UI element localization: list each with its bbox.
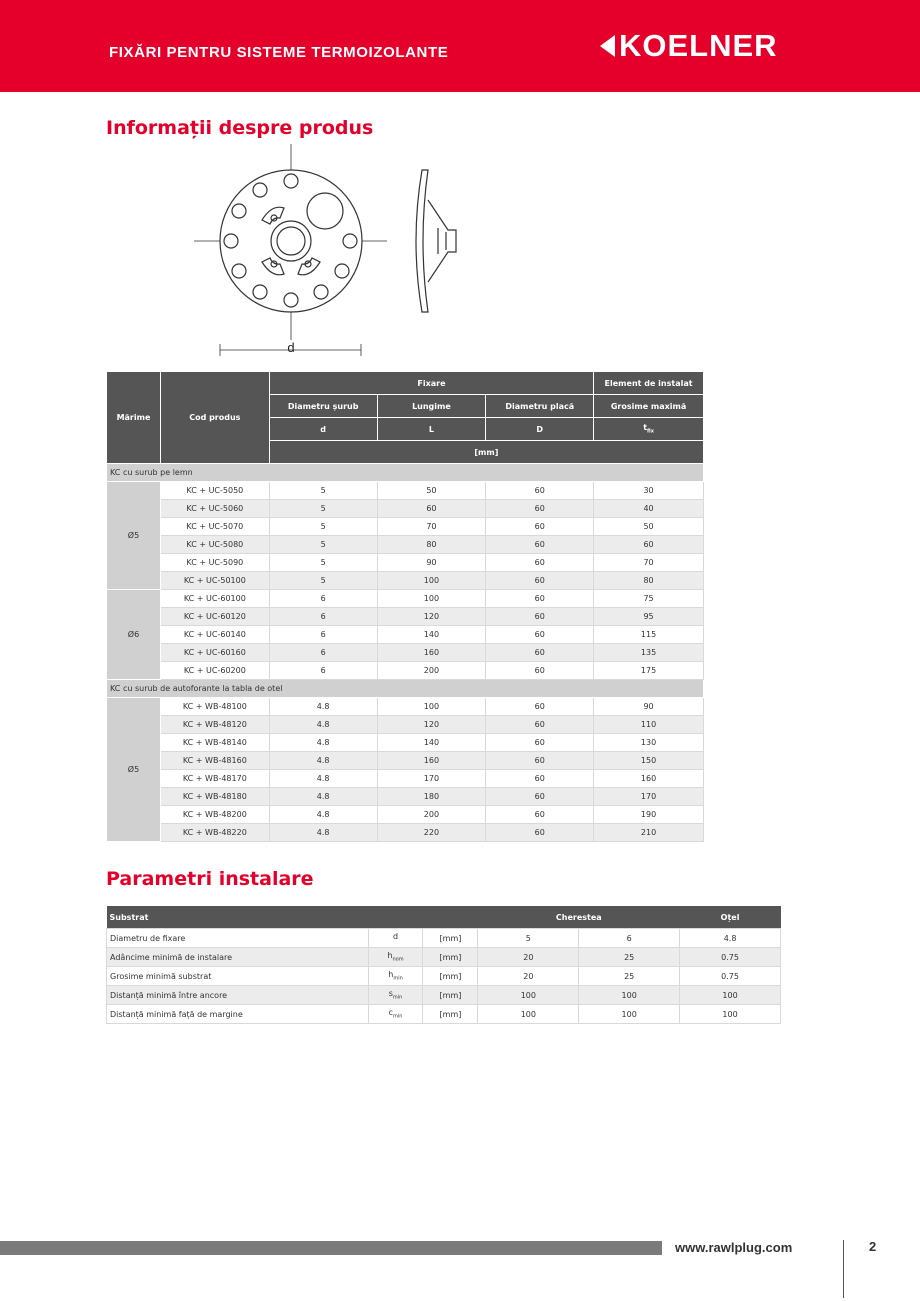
param-symbol: $h_{nom}$ (368, 948, 423, 967)
param-unit: [mm] (423, 986, 478, 1005)
header-size: Mărime (107, 372, 161, 464)
logo-text: KOELNER (619, 28, 778, 63)
product-code: KC + UC-5060 (160, 500, 269, 518)
length: 100 (377, 698, 486, 716)
max-thickness: 30 (594, 482, 704, 500)
param-label: Distanță minimă între ancore (107, 986, 369, 1005)
header-plate-diameter: Diametru placă (486, 395, 594, 418)
product-code: KC + UC-5080 (160, 536, 269, 554)
product-code: KC + UC-60140 (160, 626, 269, 644)
max-thickness: 95 (594, 608, 704, 626)
koelner-logo (600, 28, 778, 64)
group-row (107, 464, 704, 482)
plate-diameter: 60 (486, 752, 594, 770)
screw-diameter: 4.8 (269, 698, 377, 716)
table-row (107, 824, 704, 842)
screw-diameter: 4.8 (269, 824, 377, 842)
table-row (107, 590, 704, 608)
max-thickness: 90 (594, 698, 704, 716)
table-row (107, 770, 704, 788)
screw-diameter: 5 (269, 536, 377, 554)
table-row (107, 500, 704, 518)
footer-bar (0, 1241, 662, 1255)
max-thickness: 40 (594, 500, 704, 518)
product-code: KC + WB-48220 (160, 824, 269, 842)
screw-diameter: 4.8 (269, 752, 377, 770)
length: 180 (377, 788, 486, 806)
product-code: KC + UC-60120 (160, 608, 269, 626)
page-header (0, 0, 920, 92)
product-code: KC + UC-5050 (160, 482, 269, 500)
plate-diameter: 60 (486, 482, 594, 500)
length: 50 (377, 482, 486, 500)
table-row (107, 482, 704, 500)
timber-value-1: 100 (478, 1005, 579, 1024)
logo-arrow-icon (600, 35, 615, 57)
plate-diameter: 60 (486, 608, 594, 626)
steel-value: 4.8 (680, 929, 781, 948)
symbol-d: d (269, 418, 377, 441)
max-thickness: 150 (594, 752, 704, 770)
param-label: Distanță minimă față de margine (107, 1005, 369, 1024)
header-code: Cod produs (160, 372, 269, 464)
length: 120 (377, 716, 486, 734)
product-code: KC + UC-5070 (160, 518, 269, 536)
param-symbol: $s_{min}$ (368, 986, 423, 1005)
header-length: Lungime (377, 395, 486, 418)
screw-diameter: 4.8 (269, 806, 377, 824)
length: 160 (377, 752, 486, 770)
plate-diameter: 60 (486, 788, 594, 806)
timber-value-1: 5 (478, 929, 579, 948)
length: 160 (377, 644, 486, 662)
length: 120 (377, 608, 486, 626)
max-thickness: 70 (594, 554, 704, 572)
table-row (107, 698, 704, 716)
plate-diameter: 60 (486, 500, 594, 518)
header-substrate: Substrat (107, 906, 478, 929)
product-code: KC + WB-48180 (160, 788, 269, 806)
length: 220 (377, 824, 486, 842)
product-code: KC + WB-48140 (160, 734, 269, 752)
timber-value-1: 20 (478, 967, 579, 986)
table-row (107, 716, 704, 734)
header-timber: Cherestea (478, 906, 680, 929)
table-row (107, 572, 704, 590)
steel-value: 100 (680, 1005, 781, 1024)
param-symbol: $h_{min}$ (368, 967, 423, 986)
product-drawing (190, 140, 490, 360)
table-row (107, 1005, 781, 1024)
timber-value-2: 6 (579, 929, 680, 948)
max-thickness: 50 (594, 518, 704, 536)
timber-value-1: 100 (478, 986, 579, 1005)
header-max-thickness: Grosime maximă (594, 395, 704, 418)
param-unit: [mm] (423, 929, 478, 948)
table-row (107, 644, 704, 662)
screw-diameter: 6 (269, 590, 377, 608)
product-code: KC + WB-48100 (160, 698, 269, 716)
max-thickness: 175 (594, 662, 704, 680)
length: 100 (377, 572, 486, 590)
product-code: KC + WB-48200 (160, 806, 269, 824)
plate-diameter: 60 (486, 590, 594, 608)
length: 90 (377, 554, 486, 572)
length: 60 (377, 500, 486, 518)
table-row (107, 626, 704, 644)
max-thickness: 60 (594, 536, 704, 554)
symbol-D: D (486, 418, 594, 441)
installation-params-table (106, 906, 781, 1024)
length: 70 (377, 518, 486, 536)
timber-value-2: 100 (579, 1005, 680, 1024)
screw-diameter: 5 (269, 482, 377, 500)
param-label: Grosime minimă substrat (107, 967, 369, 986)
group-steel-screw: KC cu surub de autoforante la tabla de otel (107, 680, 704, 698)
max-thickness: 130 (594, 734, 704, 752)
screw-diameter: 4.8 (269, 770, 377, 788)
header-element: Element de instalat (594, 372, 704, 395)
screw-diameter: 6 (269, 662, 377, 680)
footer-divider (843, 1240, 844, 1298)
timber-value-2: 25 (579, 967, 680, 986)
section-title-installation-params: Parametri instalare (106, 868, 314, 890)
table-row (107, 752, 704, 770)
max-thickness: 80 (594, 572, 704, 590)
plate-diameter: 60 (486, 716, 594, 734)
table-row (107, 734, 704, 752)
product-table (106, 371, 704, 842)
screw-diameter: 4.8 (269, 716, 377, 734)
product-code: KC + UC-60160 (160, 644, 269, 662)
table-row (107, 788, 704, 806)
table-row (107, 662, 704, 680)
table-row (107, 806, 704, 824)
max-thickness: 75 (594, 590, 704, 608)
timber-value-2: 100 (579, 986, 680, 1005)
steel-value: 0.75 (680, 948, 781, 967)
timber-value-2: 25 (579, 948, 680, 967)
section-title-product-info: Informații despre produs (106, 117, 374, 139)
product-code: KC + UC-5090 (160, 554, 269, 572)
plate-diameter: 60 (486, 626, 594, 644)
param-unit: [mm] (423, 1005, 478, 1024)
length: 200 (377, 662, 486, 680)
group-row (107, 680, 704, 698)
max-thickness: 110 (594, 716, 704, 734)
product-code: KC + WB-48120 (160, 716, 269, 734)
max-thickness: 170 (594, 788, 704, 806)
table-row (107, 608, 704, 626)
product-code: KC + WB-48160 (160, 752, 269, 770)
table-row (107, 967, 781, 986)
param-unit: [mm] (423, 967, 478, 986)
header-screw-diameter: Diametru șurub (269, 395, 377, 418)
plate-diameter: 60 (486, 554, 594, 572)
max-thickness: 160 (594, 770, 704, 788)
plate-diameter: 60 (486, 644, 594, 662)
param-label: Diametru de fixare (107, 929, 369, 948)
length: 170 (377, 770, 486, 788)
screw-diameter: 6 (269, 608, 377, 626)
symbol-t: $t_{fix}$ (594, 418, 704, 441)
size-cell: Ø5 (107, 482, 161, 590)
screw-diameter: 6 (269, 626, 377, 644)
screw-diameter: 5 (269, 572, 377, 590)
max-thickness: 135 (594, 644, 704, 662)
plate-diameter: 60 (486, 518, 594, 536)
unit-mm: [mm] (269, 441, 703, 464)
product-code: KC + WB-48170 (160, 770, 269, 788)
plate-diameter: 60 (486, 806, 594, 824)
screw-diameter: 6 (269, 644, 377, 662)
length: 200 (377, 806, 486, 824)
plate-diameter: 60 (486, 536, 594, 554)
header-steel: Oțel (680, 906, 781, 929)
param-label: Adâncime minimă de instalare (107, 948, 369, 967)
length: 140 (377, 734, 486, 752)
length: 100 (377, 590, 486, 608)
table-row (107, 929, 781, 948)
screw-diameter: 5 (269, 518, 377, 536)
plate-diameter: 60 (486, 824, 594, 842)
table-row (107, 554, 704, 572)
size-cell: Ø6 (107, 590, 161, 680)
group-wood-screw: KC cu surub pe lemn (107, 464, 704, 482)
screw-diameter: 5 (269, 500, 377, 518)
param-unit: [mm] (423, 948, 478, 967)
page-number: 2 (869, 1239, 877, 1254)
plate-diameter: 60 (486, 662, 594, 680)
table-row (107, 518, 704, 536)
plate-diameter: 60 (486, 698, 594, 716)
table-row (107, 948, 781, 967)
table-row (107, 986, 781, 1005)
plate-diameter: 60 (486, 572, 594, 590)
max-thickness: 190 (594, 806, 704, 824)
header-fixing: Fixare (269, 372, 593, 395)
dimension-label: d (287, 340, 295, 355)
header-title: FIXĂRI PENTRU SISTEME TERMOIZOLANTE (109, 44, 449, 61)
symbol-L: L (377, 418, 486, 441)
length: 140 (377, 626, 486, 644)
size-cell: Ø5 (107, 698, 161, 842)
steel-value: 0.75 (680, 967, 781, 986)
plate-diameter: 60 (486, 734, 594, 752)
max-thickness: 210 (594, 824, 704, 842)
plate-diameter: 60 (486, 770, 594, 788)
product-code: KC + UC-60200 (160, 662, 269, 680)
product-code: KC + UC-60100 (160, 590, 269, 608)
steel-value: 100 (680, 986, 781, 1005)
param-symbol: $c_{min}$ (368, 1005, 423, 1024)
max-thickness: 115 (594, 626, 704, 644)
param-symbol: d (368, 929, 423, 948)
length: 80 (377, 536, 486, 554)
product-code: KC + UC-50100 (160, 572, 269, 590)
timber-value-1: 20 (478, 948, 579, 967)
table-row (107, 536, 704, 554)
screw-diameter: 4.8 (269, 788, 377, 806)
screw-diameter: 5 (269, 554, 377, 572)
footer-url[interactable]: www.rawlplug.com (675, 1240, 793, 1255)
screw-diameter: 4.8 (269, 734, 377, 752)
